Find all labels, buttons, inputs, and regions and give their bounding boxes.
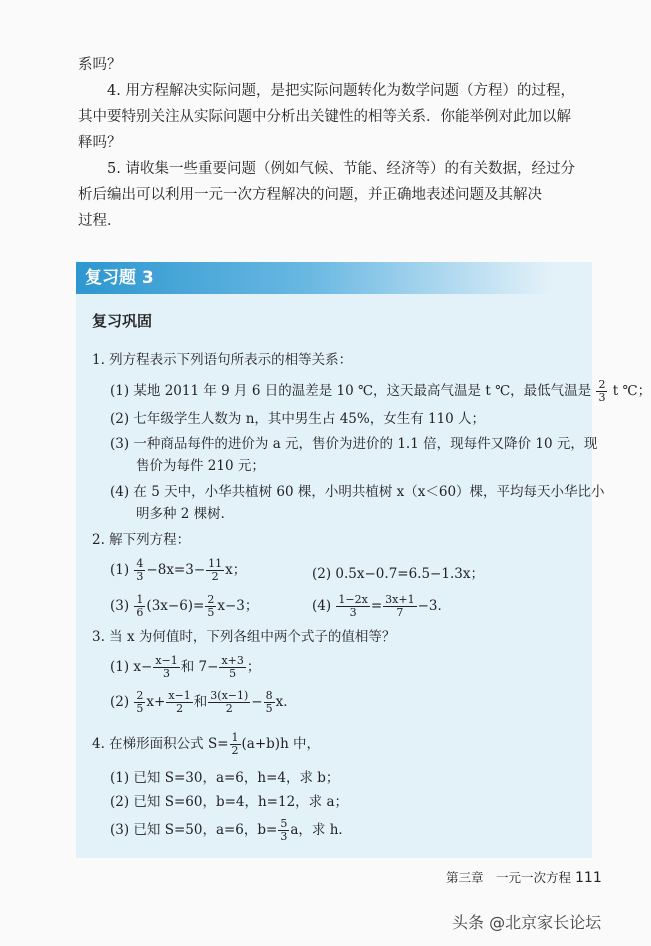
intro-item-4: 4. 用方程解决实际问题，是把实际问题转化为数学问题（方程）的过程，	[107, 83, 575, 99]
fraction: $\frac{3x+1}{7}$	[385, 593, 415, 619]
q2-part-1: (1) $\frac{4}{3}$ −8x=3− $\frac{11}{2}$ x；	[110, 557, 247, 583]
q4-part-3: (3) 已知 S=50，a=6，b= $\frac{5}{3}$ a，求 h．	[110, 817, 352, 843]
q1-text: t ℃；	[612, 383, 651, 399]
fraction: $\frac{1}{2}$	[231, 731, 239, 757]
page-footer	[446, 868, 602, 886]
q1-part-2: (2) 七年级学生人数为 n，其中男生占 45%，女生有 110 人；	[110, 411, 486, 427]
intro-line: 系吗？	[78, 57, 122, 73]
intro-line: 其中要特别关注从实际问题中分析出关键性的相等关系．你能举例对此加以解	[78, 109, 571, 125]
intro-line: 过程．	[78, 213, 122, 229]
page-number: 111	[575, 870, 602, 886]
q4-stem: 4. 在梯形面积公式 S= $\frac{1}{2}$ (a+b)h 中，	[92, 731, 321, 757]
fraction: $\frac{1}{6}$	[136, 593, 144, 619]
fraction: $\frac{2}{3}$	[598, 378, 606, 404]
q1-part-3-line2: 售价为每件 210 元；	[136, 458, 265, 474]
fraction: $\frac{x+3}{5}$	[221, 654, 244, 680]
intro-text	[78, 52, 598, 234]
q1-part-1	[110, 379, 651, 404]
q2-part-3: (3) $\frac{1}{6}$ (3x−6)= $\frac{2}{5}$ x−3；	[110, 593, 259, 619]
q4-part-1: (1) 已知 S=30，a=6，h=4，求 b；	[110, 770, 340, 786]
q4-part-2: (2) 已知 S=60，b=4，h=12，求 a；	[110, 794, 349, 810]
q1-text: (1) 某地 2011 年 9 月 6 日的温差是 10 ℃，这天最高气温是 t ℃，最低气温是	[110, 383, 592, 399]
q3-stem: 3. 当 x 为何值时，下列各组中两个式子的值相等？	[92, 629, 396, 645]
q1-part-3-line1: (3) 一种商品每件的进价为 a 元，售价为进价的 1.1 倍，现每件又降价 10 元，现	[110, 436, 598, 452]
fraction: $\frac{4}{3}$	[136, 557, 144, 583]
fraction: $\frac{2}{5}$	[136, 689, 144, 715]
intro-item-5: 5. 请收集一些重要问题（例如气候、节能、经济等）的有关数据，经过分	[107, 161, 575, 177]
fraction: $\frac{8}{5}$	[265, 689, 273, 715]
chapter-label: 第三章 一元一次方程	[446, 870, 572, 885]
fraction: $\frac{x-1}{2}$	[168, 689, 191, 715]
q2-part-2: (2) 0.5x−0.7=6.5−1.3x；	[312, 566, 484, 582]
q1-part-4-line1: (4) 在 5 天中，小华共植树 60 棵，小明共植树 x（x＜60）棵，平均每天小华比小	[110, 484, 605, 500]
fraction: $\frac{11}{2}$	[208, 557, 223, 583]
q3-part-2: (2) $\frac{2}{5}$ x+ $\frac{x-1}{2}$ 和 $\frac{3(x-1)}{2}$ − $\frac{8}{5}$ x．	[110, 689, 297, 715]
fraction: $\frac{x-1}{3}$	[155, 654, 178, 680]
q2-stem: 2. 解下列方程：	[92, 532, 191, 548]
section-subtitle: 复习巩固	[92, 312, 153, 330]
q3-part-1: (1) x− $\frac{x-1}{3}$ 和 7− $\frac{x+3}{5}$ ；	[110, 654, 261, 680]
review-exercise-box	[76, 262, 651, 858]
watermark: 头条 @北京家长论坛	[452, 913, 602, 932]
q1-part-4-line2: 明多种 2 棵树．	[136, 506, 235, 522]
fraction: $\frac{1-2x}{3}$	[338, 593, 368, 619]
q1-stem: 1. 列方程表示下列语句所表示的相等关系：	[92, 352, 353, 368]
fraction: $\frac{3(x-1)}{2}$	[210, 689, 249, 715]
intro-line: 析后编出可以利用一元一次方程解决的问题，并正确地表述问题及其解决	[78, 187, 542, 203]
intro-line: 释吗？	[78, 135, 122, 151]
fraction: $\frac{5}{3}$	[280, 817, 288, 843]
box-title: 复习题 3	[76, 262, 592, 294]
fraction: $\frac{2}{5}$	[207, 593, 215, 619]
q2-part-4: (4) $\frac{1-2x}{3}$ = $\frac{3x+1}{7}$ −3．	[312, 593, 451, 619]
